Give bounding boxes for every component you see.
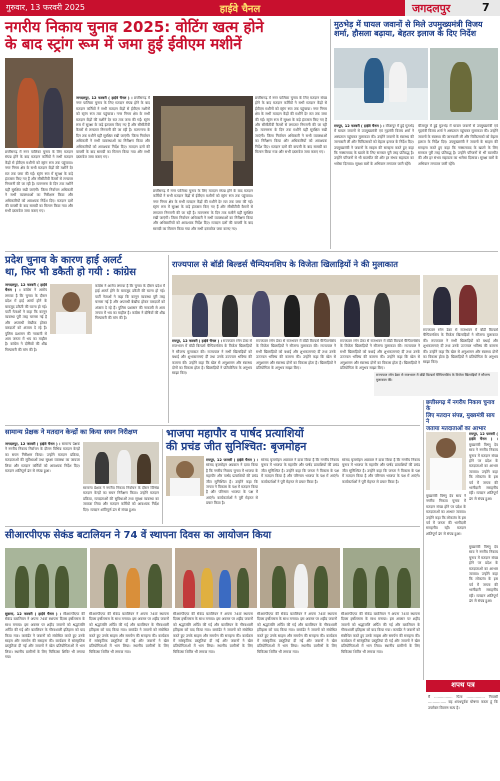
alert-photo bbox=[50, 284, 92, 334]
athletes-text-2: राज्यपाल रमेन डेका से राजभवन में बॉडी बिल्डर्स चैम्पियनशिप के विजेता खिलाड़ियों ने सौजन्य मुलाकात की। राज्यपाल ने सभी खिलाड़ियों को बधाई और शुभकामनाएं दीं तथा उनके उज्ज्वल भविष्य की कामना की। उन्होंने कहा कि खेल से अनुशासन और स्वास्थ्य दोनों का विकास होता है। खिलाड़ियों ने प्रतियोगिता के अनुभव साझा किए। bbox=[256, 339, 336, 371]
observer-photo bbox=[83, 442, 159, 484]
observer-dateline: जगदलपुर, 12 फरवरी ( हाईवे चैनल ) । bbox=[5, 442, 61, 446]
bjp-dateline: रायपुर, 12 फरवरी ( हाईवे चैनल ) । bbox=[206, 458, 258, 462]
crpf-text-2: सीआरपीएफ की सेकंड बटालियन ने अपना 74वां स्थापना दिवस हर्षोल्लास के साथ मनाया। इस अवसर पर शहीद जवानों को श्रद्धांजलि अर्पित की गई और बटालियन के गौरवशाली इतिहास को याद किया गया। कमांडेंट ने जवानों को संबोधित करते हुए उनके साहस और समर्पण की सराहना की। कार्यक्रम में सांस्कृतिक प्रस्तुतियां दी गईं और जवानों ने खेल प्रतियोगिताओं में भाग लिया। स्थानीय ग्रामीणों के लिए चिकित्सा शिविर भी लगाया गया। bbox=[89, 612, 169, 654]
alert-headline bbox=[5, 255, 165, 278]
cm-text: मुख्यमंत्री विष्णु देव साय ने नगरीय निकाय चुनाव में मतदान संपन्न होने पर प्रदेश के मतदाताओं का आभार जताया। उन्होंने कहा कि लोकतंत्र के इस पर्व में जनता की भागीदारी सराहनीय रही। मतदान शांतिपूर्ण ढंग से संपन्न हुआ। bbox=[469, 442, 498, 501]
alert-headline-line1: प्रदेश चुनाव के कारण हाई अलर्ट bbox=[5, 255, 122, 266]
athletes-photo-2 bbox=[423, 275, 498, 325]
oath-notice bbox=[426, 680, 500, 781]
lead-photo-right bbox=[153, 96, 253, 186]
crpf-body bbox=[5, 612, 85, 776]
bjp-body bbox=[206, 458, 258, 522]
cm-headline-line3: जताया मतदाताओं का आभार bbox=[426, 425, 486, 432]
lead-headline-line1: नगरीय निकाय चुनाव 2025: वोटिंग खत्म होने bbox=[5, 18, 264, 36]
jawans-text: बीजापुर में हुई मुठभेड़ में घायल जवानों से उपमुख्यमंत्री एवं गृहमंत्री विजय शर्मा ने अस्पताल पहुंचकर मुलाकात की। उन्होंने जवानों के स्वास्थ्य की जानकारी ली और चिकित्सकों को बेहतर इलाज के निर्देश दिए। उपमुख्यमंत्री ने जवानों के साहस की सराहना करते हुए कहा कि नक्सलवाद के खात्मे के लिए सरकार पूरी तरह प्रतिबद्ध है। उन्होंने परिजनों से भी बातचीत की और हर संभव सहायता का भरोसा दिलाया। सुरक्षा बलों के अभियान लगातार जारी रहेंगे। bbox=[334, 124, 414, 166]
jawans-body bbox=[334, 124, 414, 244]
lead-body-3 bbox=[5, 150, 73, 240]
lead-body-2 bbox=[255, 96, 327, 238]
alert-text: कांग्रेस ने आरोप लगाया है कि चुनाव के दौरान प्रदेश में हाई अलर्ट होने के बावजूद डकैती की घटना हो गई। पार्टी नेताओं ने कहा कि कानून व्यवस्था पूरी तरह चरमरा गई है और अपराधी बेखौफ होकर वारदातों को अंजाम दे रहे हैं। पुलिस प्रशासन की नाकामी से आम जनता में भय का माहौल है। कांग्रेस ने दोषियों की शीघ्र गिरफ्तारी की मांग की है। bbox=[5, 288, 47, 352]
athletes-text-3: राज्यपाल रमेन डेका से राजभवन में बॉडी बिल्डर्स चैम्पियनशिप के विजेता खिलाड़ियों ने सौजन्य मुलाकात की। राज्यपाल ने सभी खिलाड़ियों को बधाई और शुभकामनाएं दीं तथा उनके उज्ज्वल भविष्य की कामना की। उन्होंने कहा कि खेल से अनुशासन और स्वास्थ्य दोनों का विकास होता है। खिलाड़ियों ने प्रतियोगिता के अनुभव साझा किए। bbox=[340, 339, 420, 371]
crpf-text-3: सीआरपीएफ की सेकंड बटालियन ने अपना 74वां स्थापना दिवस हर्षोल्लास के साथ मनाया। इस अवसर पर शहीद जवानों को श्रद्धांजलि अर्पित की गई और बटालियन के गौरवशाली इतिहास को याद किया गया। कमांडेंट ने जवानों को संबोधित करते हुए उनके साहस और समर्पण की सराहना की। कार्यक्रम में सांस्कृतिक प्रस्तुतियां दी गईं और जवानों ने खेल प्रतियोगिताओं में भाग लिया। स्थानीय ग्रामीणों के लिए चिकित्सा शिविर भी लगाया गया। bbox=[173, 612, 253, 654]
lead-text: छत्तीसगढ़ में नगर पालिका चुनाव के लिए मतदान संपन्न होने के बाद मतदान कर्मियों ने सभी मतदान केंद्रों से ईवीएम मशीनों को स्ट्रांग रूम तक पहुंचाया। नगर निगम क्षेत्र के सभी मतदान केंद्रों की मशीनें देर रात तक जमा की गईं। स्ट्रांग रूम में सुरक्षा के कड़े इंतजाम किए गए हैं और सीसीटीवी कैमरों से लगातार निगरानी की जा रही है। मतगणना के दिन तक मशीनें यहीं सुरक्षित रखी जाएंगी। जिला निर्वाचन अधिकारी ने सभी व्यवस्थाओं का निरीक्षण किया और अधिकारियों को आवश्यक निर्देश दिए। मतदान दलों की वापसी के बाद सामग्री का मिलान किया गया और सभी दस्तावेज जमा कराए गए। bbox=[76, 96, 150, 160]
observer-body bbox=[5, 442, 80, 520]
cm-photo bbox=[426, 432, 466, 490]
jawans-dateline: रायपुर, 12 फरवरी ( हाईवे चैनल ) । bbox=[334, 124, 385, 128]
divider-lead bbox=[330, 19, 331, 249]
lead-photo-left bbox=[5, 58, 73, 148]
bjp-text-2: सांसद बृजमोहन अग्रवाल ने दावा किया है कि नगरीय निकाय चुनाव में भाजपा के महापौर और पार्षद प्रत्याशियों की प्रचंड जीत सुनिश्चित है। उन्होंने कहा कि जनता ने विकास के पक्ष में मतदान किया है और परिणाम भाजपा के पक्ष में आएंगे। कार्यकर्ताओं ने पूरी मेहनत से प्रचार किया है। bbox=[261, 458, 339, 484]
jawans-body-2 bbox=[418, 124, 498, 244]
crpf-photo-4 bbox=[260, 548, 340, 608]
athletes-text: राज्यपाल रमेन डेका से राजभवन में बॉडी बिल्डर्स चैम्पियनशिप के विजेता खिलाड़ियों ने सौजन्य मुलाकात की। राज्यपाल ने सभी खिलाड़ियों को बधाई और शुभकामनाएं दीं तथा उनके उज्ज्वल भविष्य की कामना की। उन्होंने कहा कि खेल से अनुशासन और स्वास्थ्य दोनों का विकास होता है। खिलाड़ियों ने प्रतियोगिता के अनुभव साझा किए। bbox=[172, 339, 252, 376]
observer-body-2 bbox=[83, 486, 159, 520]
crpf-body-3 bbox=[173, 612, 253, 776]
athletes-text-4: राज्यपाल रमेन डेका से राजभवन में बॉडी बिल्डर्स चैम्पियनशिप के विजेता खिलाड़ियों ने सौजन्य मुलाकात की। राज्यपाल ने सभी खिलाड़ियों को बधाई और शुभकामनाएं दीं तथा उनके उज्ज्वल भविष्य की कामना की। उन्होंने कहा कि खेल से अनुशासन और स्वास्थ्य दोनों का विकास होता है। खिलाड़ियों ने प्रतियोगिता के अनुभव साझा किए। bbox=[423, 328, 498, 365]
lead-body-4 bbox=[153, 189, 253, 239]
page-number: 7 bbox=[482, 1, 490, 14]
bjp-headline-line2: की प्रचंड जीत सुनिश्चित: बृजमोहन bbox=[166, 439, 307, 453]
lead-headline bbox=[5, 19, 327, 54]
athletes-body bbox=[172, 339, 252, 421]
cm-body-3 bbox=[469, 545, 498, 675]
jawans-photo bbox=[334, 48, 428, 120]
bjp-text: सांसद बृजमोहन अग्रवाल ने दावा किया है कि नगरीय निकाय चुनाव में भाजपा के महापौर और पार्षद प्रत्याशियों की प्रचंड जीत सुनिश्चित है। उन्होंने कहा कि जनता ने विकास के पक्ष में मतदान किया है और परिणाम भाजपा के पक्ष में आएंगे। कार्यकर्ताओं ने पूरी मेहनत से प्रचार किया है। bbox=[206, 463, 258, 506]
crpf-dateline: सुकमा, 12 फरवरी ( हाईवे चैनल ) । bbox=[5, 612, 62, 616]
lead-dateline: जगदलपुर, 12 फरवरी ( हाईवे चैनल ) । bbox=[76, 96, 133, 100]
observer-text-2: सामान्य प्रेक्षक ने नगरीय निकाय निर्वाचन के दौरान विभिन्न मतदान केन्द्रों का सघन निरीक्षण किया। उन्होंने मतदान प्रक्रिया, मतदाताओं की सुविधाओं तथा सुरक्षा व्यवस्था का जायजा लिया और मतदान कर्मियों को आवश्यक निर्देश दिए। मतदान शांतिपूर्ण ढंग से संपन्न हुआ। bbox=[83, 486, 159, 512]
crpf-photo-3 bbox=[175, 548, 257, 608]
cm-headline-line2: लिए मतदान संपन्न, मुख्यमंत्री साय ने bbox=[426, 412, 495, 426]
crpf-body-5 bbox=[341, 612, 420, 776]
crpf-photo-2 bbox=[90, 548, 172, 608]
jawans-headline-line1: मुठभेड़ में घायल जवानों से मिले उपमुख्यमंत्री विजय bbox=[334, 20, 483, 29]
oath-body bbox=[428, 695, 498, 779]
bjp-body-3 bbox=[342, 458, 420, 522]
divider-h3 bbox=[5, 526, 420, 527]
crpf-body-4 bbox=[257, 612, 337, 776]
divider-right bbox=[423, 400, 424, 680]
jawans-headline bbox=[334, 20, 498, 38]
lead-body bbox=[76, 96, 150, 238]
bjp-text-3: सांसद बृजमोहन अग्रवाल ने दावा किया है कि नगरीय निकाय चुनाव में भाजपा के महापौर और पार्षद प्रत्याशियों की प्रचंड जीत सुनिश्चित है। उन्होंने कहा कि जनता ने विकास के पक्ष में मतदान किया है और परिणाम भाजपा के पक्ष में आएंगे। कार्यकर्ताओं ने पूरी मेहनत से प्रचार किया है। bbox=[342, 458, 420, 484]
crpf-headline: सीआरपीएफ सेकंड बटालियन ने 74 वें स्थापना दिवस का आयोजन किया bbox=[5, 530, 272, 541]
alert-body-2 bbox=[95, 284, 165, 424]
oath-text: मैं ................ पिता ................ निवासी ................ यह शपथपूर्वक घोषणा करता हूं कि उपरोक्त विवरण सत्य है। bbox=[428, 695, 498, 710]
crpf-text-5: सीआरपीएफ की सेकंड बटालियन ने अपना 74वां स्थापना दिवस हर्षोल्लास के साथ मनाया। इस अवसर पर शहीद जवानों को श्रद्धांजलि अर्पित की गई और बटालियन के गौरवशाली इतिहास को याद किया गया। कमांडेंट ने जवानों को संबोधित करते हुए उनके साहस और समर्पण की सराहना की। कार्यक्रम में सांस्कृतिक प्रस्तुतियां दी गईं और जवानों ने खेल प्रतियोगिताओं में भाग लिया। स्थानीय ग्रामीणों के लिए चिकित्सा शिविर भी लगाया गया। bbox=[341, 612, 420, 654]
alert-dateline: जगदलपुर, 12 फरवरी ( हाईवे चैनल ) । bbox=[5, 283, 47, 293]
crpf-text: सीआरपीएफ की सेकंड बटालियन ने अपना 74वां स्थापना दिवस हर्षोल्लास के साथ मनाया। इस अवसर पर शहीद जवानों को श्रद्धांजलि अर्पित की गई और बटालियन के गौरवशाली इतिहास को याद किया गया। कमांडेंट ने जवानों को संबोधित करते हुए उनके साहस और समर्पण की सराहना की। कार्यक्रम में सांस्कृतिक प्रस्तुतियां दी गईं और जवानों ने खेल प्रतियोगिताओं में भाग लिया। स्थानीय ग्रामीणों के लिए चिकित्सा शिविर भी लगाया गया। bbox=[5, 612, 85, 660]
bjp-photo bbox=[166, 456, 204, 496]
athletes-dateline: रायपुर, 12 फरवरी ( हाईवे चैनल ) । bbox=[172, 339, 222, 343]
lead-text-3: छत्तीसगढ़ में नगर पालिका चुनाव के लिए मतदान संपन्न होने के बाद मतदान कर्मियों ने सभी मतदान केंद्रों से ईवीएम मशीनों को स्ट्रांग रूम तक पहुंचाया। नगर निगम क्षेत्र के सभी मतदान केंद्रों की मशीनें देर रात तक जमा की गईं। स्ट्रांग रूम में सुरक्षा के कड़े इंतजाम किए गए हैं और सीसीटीवी कैमरों से लगातार निगरानी की जा रही है। मतगणना के दिन तक मशीनें यहीं सुरक्षित रखी जाएंगी। जिला निर्वाचन अधिकारी ने सभी व्यवस्थाओं का निरीक्षण किया और अधिकारियों को आवश्यक निर्देश दिए। मतदान दलों की वापसी के बाद सामग्री का मिलान किया गया और सभी दस्तावेज जमा कराए गए। bbox=[5, 150, 73, 214]
lead-text-4: छत्तीसगढ़ में नगर पालिका चुनाव के लिए मतदान संपन्न होने के बाद मतदान कर्मियों ने सभी मतदान केंद्रों से ईवीएम मशीनों को स्ट्रांग रूम तक पहुंचाया। नगर निगम क्षेत्र के सभी मतदान केंद्रों की मशीनें देर रात तक जमा की गईं। स्ट्रांग रूम में सुरक्षा के कड़े इंतजाम किए गए हैं और सीसीटीवी कैमरों से लगातार निगरानी की जा रही है। मतगणना के दिन तक मशीनें यहीं सुरक्षित रखी जाएंगी। जिला निर्वाचन अधिकारी ने सभी व्यवस्थाओं का निरीक्षण किया और अधिकारियों को आवश्यक निर्देश दिए। मतदान दलों की वापसी के बाद सामग्री का मिलान किया गया और सभी दस्तावेज जमा कराए गए। bbox=[153, 189, 253, 231]
athletes-photo bbox=[172, 275, 420, 337]
oath-title: शपथ पत्र bbox=[451, 681, 475, 689]
jawans-photo-2 bbox=[430, 48, 498, 120]
lead-text-2: छत्तीसगढ़ में नगर पालिका चुनाव के लिए मतदान संपन्न होने के बाद मतदान कर्मियों ने सभी मतदान केंद्रों से ईवीएम मशीनों को स्ट्रांग रूम तक पहुंचाया। नगर निगम क्षेत्र के सभी मतदान केंद्रों की मशीनें देर रात तक जमा की गईं। स्ट्रांग रूम में सुरक्षा के कड़े इंतजाम किए गए हैं और सीसीटीवी कैमरों से लगातार निगरानी की जा रही है। मतगणना के दिन तक मशीनें यहीं सुरक्षित रखी जाएंगी। जिला निर्वाचन अधिकारी ने सभी व्यवस्थाओं का निरीक्षण किया और अधिकारियों को आवश्यक निर्देश दिए। मतदान दलों की वापसी के बाद सामग्री का मिलान किया गया और सभी दस्तावेज जमा कराए गए। bbox=[255, 96, 327, 155]
alert-body bbox=[5, 283, 47, 423]
lead-headline-line2: के बाद स्ट्रांग रूम में जमा हुई ईवीएम मशीनें bbox=[5, 35, 242, 54]
athletes-caption: राज्यपाल रमेन डेका से राजभवन में बॉडी बिल्डर्स चैम्पियनशिप के विजेता खिलाड़ियों ने सौजन्य मुलाकात की। bbox=[374, 372, 498, 396]
cm-body bbox=[469, 432, 498, 542]
alert-text-2: कांग्रेस ने आरोप लगाया है कि चुनाव के दौरान प्रदेश में हाई अलर्ट होने के बावजूद डकैती की घटना हो गई। पार्टी नेताओं ने कहा कि कानून व्यवस्था पूरी तरह चरमरा गई है और अपराधी बेखौफ होकर वारदातों को अंजाम दे रहे हैं। पुलिस प्रशासन की नाकामी से आम जनता में भय का माहौल है। कांग्रेस ने दोषियों की शीघ्र गिरफ्तारी की मांग की है। bbox=[95, 284, 165, 321]
athletes-headline: राज्यपाल से बॉडी बिल्डर्स चैम्पियनशिप के विजेता खिलाड़ियों ने की मुलाकात bbox=[172, 259, 398, 269]
paper-name: हाईवे चैनल bbox=[219, 4, 261, 15]
crpf-body-2 bbox=[89, 612, 169, 776]
observer-text: सामान्य प्रेक्षक ने नगरीय निकाय निर्वाचन के दौरान विभिन्न मतदान केन्द्रों का सघन निरीक्षण किया। उन्होंने मतदान प्रक्रिया, मतदाताओं की सुविधाओं तथा सुरक्षा व्यवस्था का जायजा लिया और मतदान कर्मियों को आवश्यक निर्देश दिए। मतदान शांतिपूर्ण ढंग से संपन्न हुआ। bbox=[5, 442, 80, 474]
observer-headline: सामान्य प्रेक्षक ने मतदान केन्द्रों का किया सघन निरीक्षण bbox=[5, 428, 138, 436]
divider-h2 bbox=[5, 425, 420, 426]
crpf-text-4: सीआरपीएफ की सेकंड बटालियन ने अपना 74वां स्थापना दिवस हर्षोल्लास के साथ मनाया। इस अवसर पर शहीद जवानों को श्रद्धांजलि अर्पित की गई और बटालियन के गौरवशाली इतिहास को याद किया गया। कमांडेंट ने जवानों को संबोधित करते हुए उनके साहस और समर्पण की सराहना की। कार्यक्रम में सांस्कृतिक प्रस्तुतियां दी गईं और जवानों ने खेल प्रतियोगिताओं में भाग लिया। स्थानीय ग्रामीणों के लिए चिकित्सा शिविर भी लगाया गया। bbox=[257, 612, 337, 654]
cm-text-3: मुख्यमंत्री विष्णु देव साय ने नगरीय निकाय चुनाव में मतदान संपन्न होने पर प्रदेश के मतदाताओं का आभार जताया। उन्होंने कहा कि लोकतंत्र के इस पर्व में जनता की भागीदारी सराहनीय रही। मतदान शांतिपूर्ण ढंग से संपन्न हुआ। bbox=[469, 545, 498, 604]
jawans-text-2: बीजापुर में हुई मुठभेड़ में घायल जवानों से उपमुख्यमंत्री एवं गृहमंत्री विजय शर्मा ने अस्पताल पहुंचकर मुलाकात की। उन्होंने जवानों के स्वास्थ्य की जानकारी ली और चिकित्सकों को बेहतर इलाज के निर्देश दिए। उपमुख्यमंत्री ने जवानों के साहस की सराहना करते हुए कहा कि नक्सलवाद के खात्मे के लिए सरकार पूरी तरह प्रतिबद्ध है। उन्होंने परिजनों से भी बातचीत की और हर संभव सहायता का भरोसा दिलाया। सुरक्षा बलों के अभियान लगातार जारी रहेंगे। bbox=[418, 124, 498, 166]
divider-h1 bbox=[5, 251, 498, 252]
edition-city: जगदलपुर bbox=[412, 2, 451, 15]
issue-date: गुरुवार, 13 फरवरी 2025 bbox=[6, 3, 86, 12]
crpf-photo-1 bbox=[5, 548, 87, 608]
jawans-headline-line2: शर्मा, हौसला बढ़ाया, बेहतर इलाज के दिए निर्देश bbox=[334, 29, 477, 39]
cm-dateline: रायपुर, 12 फरवरी ( हाईवे चैनल ) । bbox=[469, 432, 498, 442]
crpf-photo-5 bbox=[343, 548, 420, 608]
bjp-headline-line1: भाजपा महापौर व पार्षद प्रत्याशियों bbox=[166, 427, 304, 440]
bjp-body-2 bbox=[261, 458, 339, 522]
athletes-body-4 bbox=[423, 328, 498, 368]
cm-body-2 bbox=[426, 494, 466, 674]
cm-text-2: मुख्यमंत्री विष्णु देव साय ने नगरीय निकाय चुनाव में मतदान संपन्न होने पर प्रदेश के मतदाताओं का आभार जताया। उन्होंने कहा कि लोकतंत्र के इस पर्व में जनता की भागीदारी सराहनीय रही। मतदान शांतिपूर्ण ढंग से संपन्न हुआ। bbox=[426, 494, 466, 536]
alert-headline-line2: था, फिर भी डकैती हो गयी : कांग्रेस bbox=[5, 266, 137, 278]
bjp-headline bbox=[166, 428, 422, 453]
cm-headline-line1: छत्तीसगढ़ में नगरीय निकाय चुनाव के bbox=[426, 400, 495, 413]
cm-headline bbox=[426, 400, 498, 432]
athletes-body-2 bbox=[256, 339, 336, 421]
divider-alert bbox=[168, 255, 169, 423]
divider-observer bbox=[162, 429, 163, 524]
